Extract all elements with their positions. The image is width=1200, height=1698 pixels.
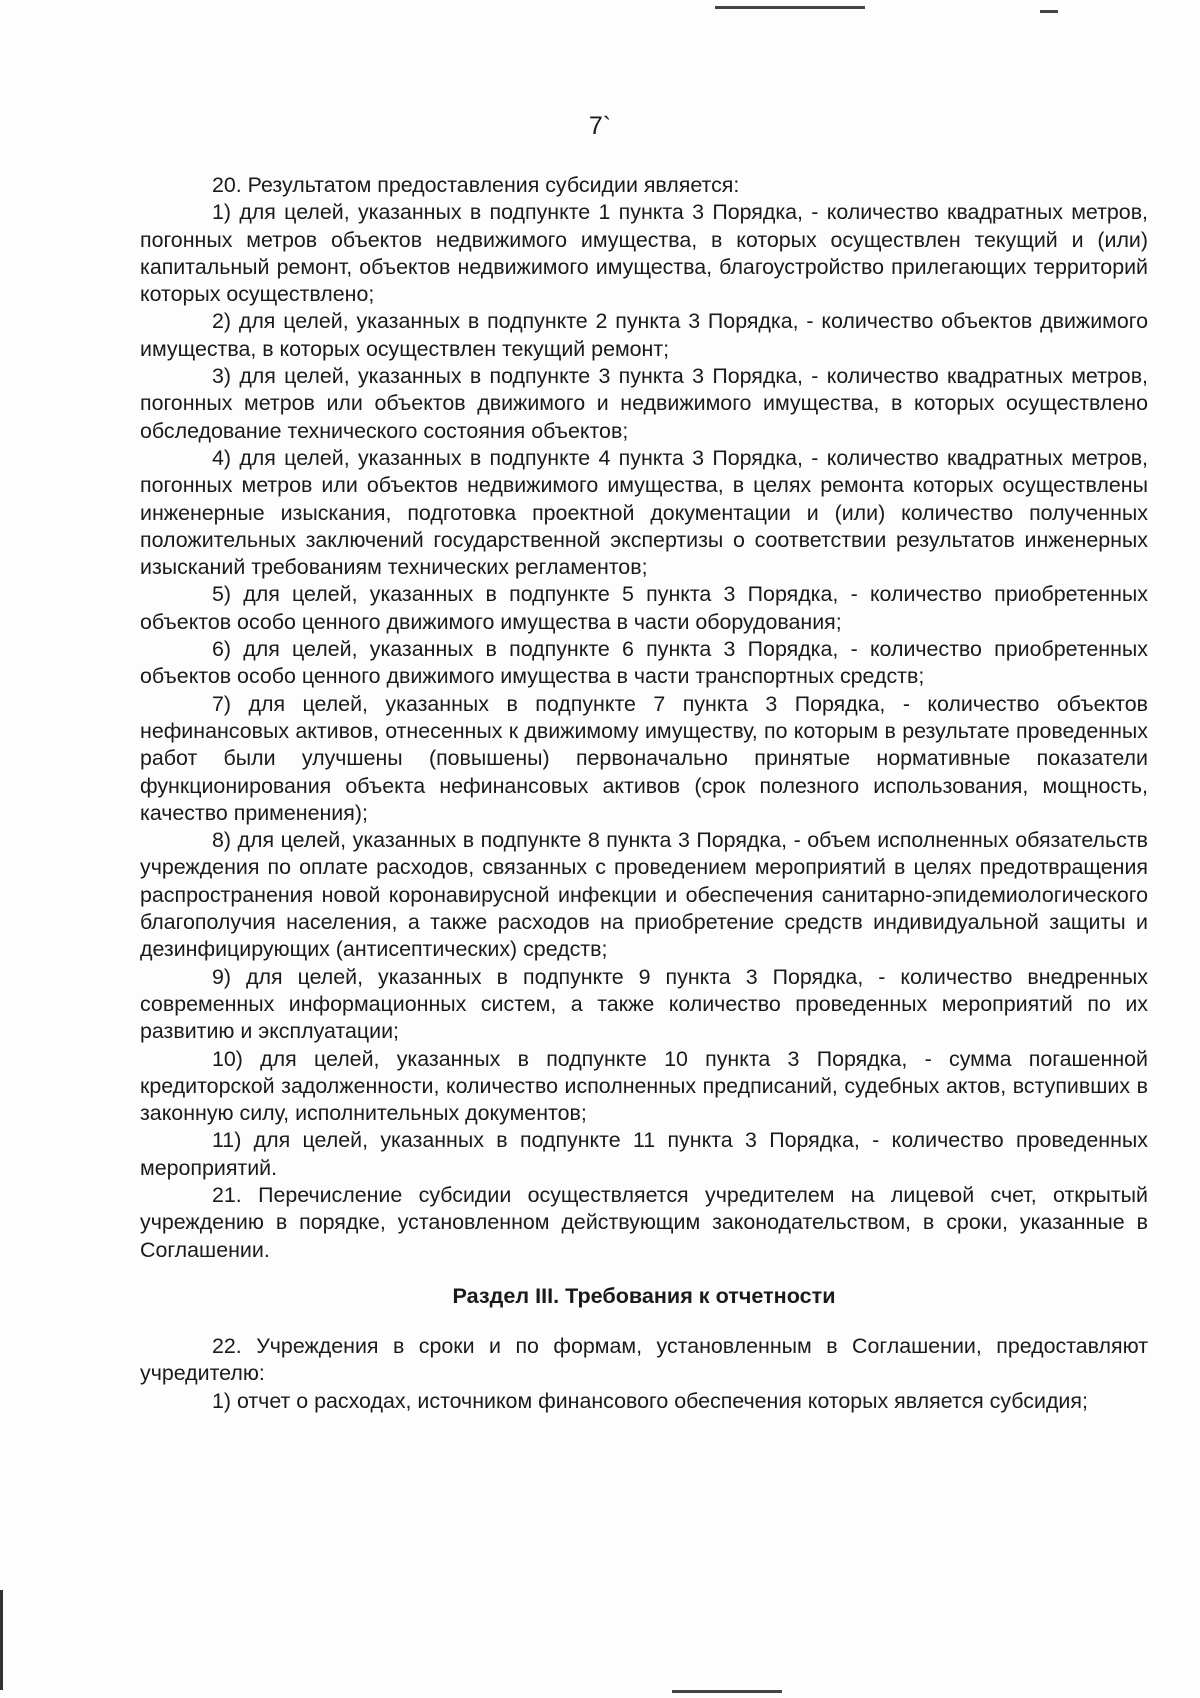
- scan-artifact-left: [0, 1590, 3, 1690]
- scan-artifact-top: [715, 6, 865, 9]
- paragraph-21: 21. Перечисление субсидии осуществляется учредителем на лицевой счет, открытый учреждению в порядке, установленном действующим законодательством, в сроки, указанные в Соглашении.: [140, 1182, 1148, 1262]
- scan-artifact-top-right: [1040, 10, 1058, 13]
- document-body: [140, 172, 1148, 1415]
- paragraph-22-item-1: 1) отчет о расходах, источником финансового обеспечения которых является субсидия;: [212, 1388, 1088, 1413]
- paragraph-20-item-8: 8) для целей, указанных в подпункте 8 пункта 3 Порядка, - объем исполненных обязательств учреждения по оплате расходов, связанных с проведением мероприятий в целях предотвращения распространения новой коронавирусной инфекции и обеспечения санитарно-эпидемиологического благополучия населения, а также расходов на приобретение средств индивидуальной защиты и дезинфицирующих (антисептических) средств;: [140, 828, 1148, 962]
- scan-artifact-bottom: [672, 1690, 782, 1693]
- paragraph-20-item-10: 10) для целей, указанных в подпункте 10 пункта 3 Порядка, - сумма погашенной кредиторской задолженности, количество исполненных предписаний, судебных актов, вступивших в законную силу, исполнительных документов;: [140, 1046, 1148, 1126]
- paragraph-20-item-1: 1) для целей, указанных в подпункте 1 пункта 3 Порядка, - количество квадратных метров, погонных метров объектов недвижимого имущества, в которых осуществлен текущий и (или) капитальный ремонт, объектов недвижимого имущества, благоустройство прилегающих территорий которых осуществлено;: [140, 200, 1148, 307]
- paragraph-20-item-3: 3) для целей, указанных в подпункте 3 пункта 3 Порядка, - количество квадратных метров, погонных метров или объектов движимого и недвижимого имущества, в которых осуществлено обследование технического состояния объектов;: [140, 364, 1148, 443]
- paragraph-20-item-9: 9) для целей, указанных в подпункте 9 пункта 3 Порядка, - количество внедренных современных информационных систем, а также количество проведенных мероприятий по их развитию и эксплуатации;: [140, 964, 1148, 1044]
- paragraph-20-item-7: 7) для целей, указанных в подпункте 7 пункта 3 Порядка, - количество объектов нефинансовых активов, отнесенных к движимому имуществу, по которым в результате проведенных работ были улучшены (повышены) первоначально принятые нормативные показатели функционирования объекта нефинансовых активов (срок полезного использования, мощность, качество применения);: [140, 691, 1148, 825]
- section-heading: Раздел III. Требования к отчетности: [452, 1282, 836, 1308]
- page-number: 7`: [588, 112, 612, 140]
- paragraph-20-item-4: 4) для целей, указанных в подпункте 4 пункта 3 Порядка, - количество квадратных метров, погонных метров или объектов недвижимого имущества, в целях ремонта которых осуществлены инженерные изыскания, подготовка проектной документации и (или) количество полученных положительных заключений государственной экспертизы о соответствии результатов инженерных изысканий требованиям технических регламентов;: [140, 445, 1148, 580]
- paragraphs-before-section: [140, 172, 1148, 1264]
- paragraphs-after-section: [140, 1333, 1148, 1415]
- paragraph-20-item-6: 6) для целей, указанных в подпункте 6 пункта 3 Порядка, - количество приобретенных объектов особо ценного движимого имущества в части транспортных средств;: [140, 637, 1148, 689]
- paragraph-20-item-5: 5) для целей, указанных в подпункте 5 пункта 3 Порядка, - количество приобретенных объектов особо ценного движимого имущества в части оборудования;: [140, 582, 1148, 634]
- paragraph-20-item-2: 2) для целей, указанных в подпункте 2 пункта 3 Порядка, - количество объектов движимого имущества, в которых осуществлен текущий ремонт;: [140, 309, 1148, 361]
- paragraph-20: 20. Результатом предоставления субсидии является:: [212, 173, 740, 197]
- paragraph-20-item-11: 11) для целей, указанных в подпункте 11 пункта 3 Порядка, - количество проведенных мероприятий.: [140, 1128, 1148, 1180]
- paragraph-22: 22. Учреждения в сроки и по формам, установленным в Соглашении, предоставляют учредителю:: [140, 1334, 1148, 1386]
